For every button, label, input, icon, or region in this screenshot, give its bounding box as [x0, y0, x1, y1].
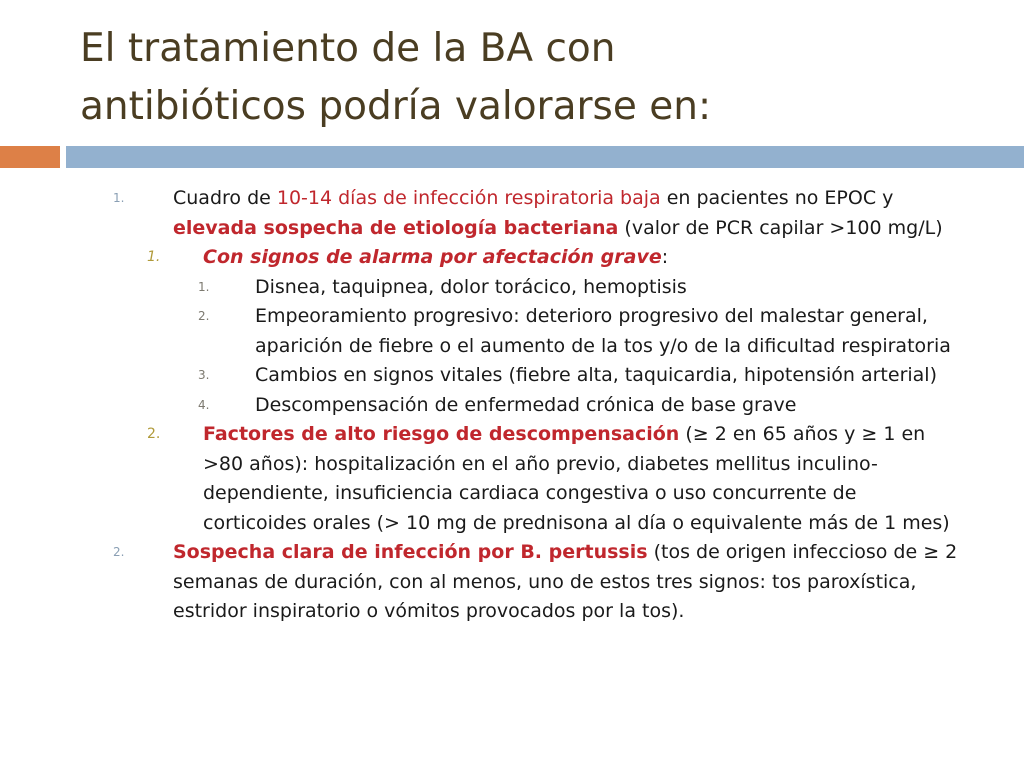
list-item-1	[0, 184, 1024, 243]
sub-sub-item-4	[0, 391, 1024, 421]
slide-title-line-1: El tratamiento de la BA con	[80, 26, 616, 71]
item-1-text-mid: en pacientes no EPOC y	[660, 187, 894, 209]
sub-sub-item-2-text: Empeoramiento progresivo: deterioro progresivo del malestar general, aparición de fiebre o el aumento de la tos y/o de la dificultad respiratoria	[255, 305, 951, 357]
list-item-2-number: 2.	[113, 545, 125, 559]
sub-item-1-2	[0, 420, 1024, 538]
sub-sub-item-3	[0, 361, 1024, 391]
item-1-text-post: (valor de PCR capilar >100 mg/L)	[618, 216, 943, 239]
sub-item-1-1-number: 1.	[147, 249, 161, 265]
list-item-1-number: 1.	[113, 191, 125, 205]
accent-bar-orange	[0, 146, 60, 168]
item-1-text-pre: Cuadro de	[173, 187, 277, 209]
sub-sub-item-3-text: Cambios en signos vitales (fiebre alta, taquicardia, hipotensión arterial)	[255, 364, 937, 386]
list-item-2	[0, 538, 1024, 627]
item-1-highlight-etiology: elevada sospecha de etiología bacteriana	[173, 216, 619, 239]
sub-item-1-1-label: Con signos de alarma por afectación grave	[203, 246, 662, 268]
slide-title-line-2: antibióticos podría valorarse en:	[80, 84, 712, 129]
sub-item-1-2-text: (≥ 2 en 65 años y ≥ 1 en >80 años): hospitalización en el año previo, diabetes mellitus inculino-dependiente, insuficiencia cardiaca congestiva o uso concurrente de corticoides orales (> 10 mg de prednisona al día o equivalente más de 1 mes)	[203, 423, 950, 534]
list-item-2-text: (tos de origen infeccioso de ≥ 2 semanas de duración, con al menos, uno de estos tres signos: tos paroxística, estridor inspiratorio o vómitos provocados por la tos).	[173, 541, 958, 622]
sub-sub-item-3-number: 3.	[198, 368, 210, 382]
sub-sub-item-2-number: 2.	[198, 309, 210, 323]
slide-body	[0, 184, 1024, 627]
sub-sub-item-1	[0, 273, 1024, 303]
sub-item-1-1-suffix: :	[661, 246, 669, 268]
list-item-2-label: Sospecha clara de infección por B. pertussis	[173, 541, 648, 563]
sub-sub-item-4-number: 4.	[198, 397, 210, 412]
sub-item-1-2-number: 2.	[147, 426, 161, 442]
sub-sub-item-2	[0, 302, 1024, 361]
item-1-highlight-duration: 10-14 días de infección respiratoria baja	[276, 187, 661, 209]
sub-sub-item-4-text: Descompensación de enfermedad crónica de base grave	[255, 393, 797, 416]
sub-item-1-2-label: Factores de alto riesgo de descompensación	[203, 423, 680, 445]
accent-bar-blue	[66, 146, 1024, 168]
sub-sub-item-1-text: Disnea, taquipnea, dolor torácico, hemoptisis	[255, 275, 687, 298]
sub-sub-item-1-number: 1.	[198, 279, 210, 294]
sub-item-1-1	[0, 243, 1024, 273]
slide-title	[80, 20, 1000, 136]
